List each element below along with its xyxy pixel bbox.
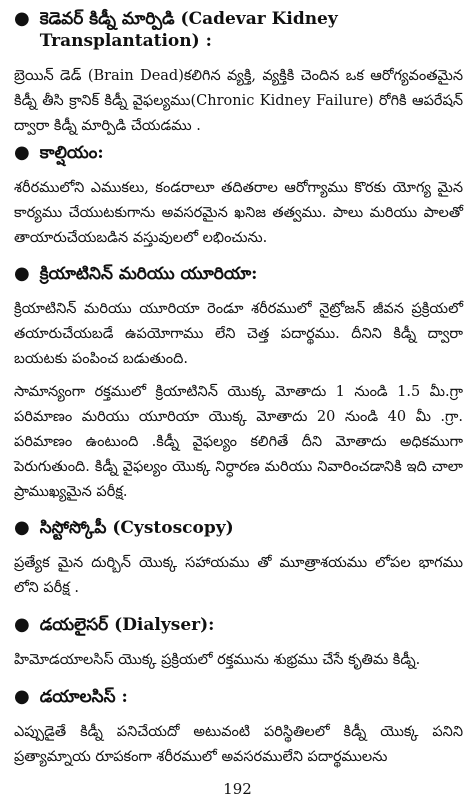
paragraph: శరీరములోని ఎముకలు, కండరాలూ తదితరాల ఆరోగ్యాము కొరకు యోగ్య మైన కార్యము చేయుటకుగాను అవసరమైన ఖనిజ తత్వము. పాలు మరియు పాలతో తాయారుచేయబడిన వస్తువులలో లభించును. [14,180,463,246]
bullet-icon: ● [14,614,30,635]
section-heading [14,517,463,539]
section-dialysis [14,686,463,770]
section-creatinine-urea [14,263,463,505]
paragraph: సామాన్యంగా రక్తములో క్రియాటినిన్ యొక్క మోతాదు 1 నుండి 1.5 మీ.గ్రా పరిమాణం మరియు యూరియా యొక్క మోతాదు 20 నుండి 40 మీ .గ్రా. పరిమాణం ఉంటుంది .కిడ్నీ వైఫల్యం కలిగితే దీని మోతాదు అధికముగా పెరుగుతుంది. కిడ్నీ వైఫల్యం యొక్క నిర్ధారణ మరియు నివారించడానికి ఇది చాలా ప్రాముఖ్యమైన పరీక్ష. [14,384,463,500]
section-heading [14,263,463,285]
bullet-icon: ● [14,8,30,29]
heading-text: కెడెవర్ కిడ్నీ మార్పిడి (Cadevar Kidney Transplantation) : [39,9,338,51]
bullet-icon: ● [14,263,30,284]
heading-text: డయాలసిస్ : [39,687,128,707]
paragraph: హిమోడయాలసిస్ యొక్క ప్రక్రియలో రక్తమును శుభ్రము చేసే కృతిమ కిడ్నీ. [14,652,421,668]
page-number: 192 [223,780,252,798]
heading-text: సిస్టోస్కోపీ (Cystoscopy) [39,518,234,538]
section-cystoscopy [14,517,463,601]
section-heading [14,8,463,52]
heading-text: క్రియాటినిన్ మరియు యూరియా: [39,264,258,284]
section-cadaver-kidney-transplant [14,8,463,139]
section-heading [14,614,463,636]
section-heading [14,142,463,164]
paragraph: ప్రత్యేక మైన దుర్బిన్ యొక్క సహాయము తో మూత్రాశయము లోపల భాగము లోని పరీక్ష . [14,555,463,596]
paragraph: క్రియాటినిన్ మరియు యూరియా రెండూ శరీరములో నైట్రోజన్ జీవన ప్రక్రియలో తయారుచేయబడే ఉపయోగాము లేని చెత్త పదార్థము. దీనిని కిడ్నీ ద్వారా బయటకు పంపించ బడుతుంది. [14,301,463,367]
bullet-icon: ● [14,142,30,163]
heading-text: డయలైసర్ (Dialyser): [39,615,215,635]
section-calcium [14,142,463,251]
paragraph: బ్రెయిన్ డెడ్ (Brain Dead)కలిగిన వ్యక్తి, వ్యక్తికి చెందిన ఒక ఆరోగ్యవంతమైన కిడ్నీ తీసి క్రానిక్ కిడ్నీ వైఫల్యము(Chronic Kidney Failure) రోగికి ఆపరేషన్ ద్వారా కిడ్నీ మార్పిడి చేయడము . [14,68,463,134]
bullet-icon: ● [14,517,30,538]
section-heading [14,686,463,708]
section-dialyser [14,614,463,673]
paragraph: ఎప్పుడైతే కిడ్నీ పనిచేయదో అటువంటి పరిస్థితిలలో కిడ్నీ యొక్క పనిని ప్రత్యామ్నాయ రూపకంగా శరీరములో అవసరములేని పదార్థములను [14,724,463,765]
heading-text: కాల్షియం: [39,143,104,163]
bullet-icon: ● [14,686,30,707]
